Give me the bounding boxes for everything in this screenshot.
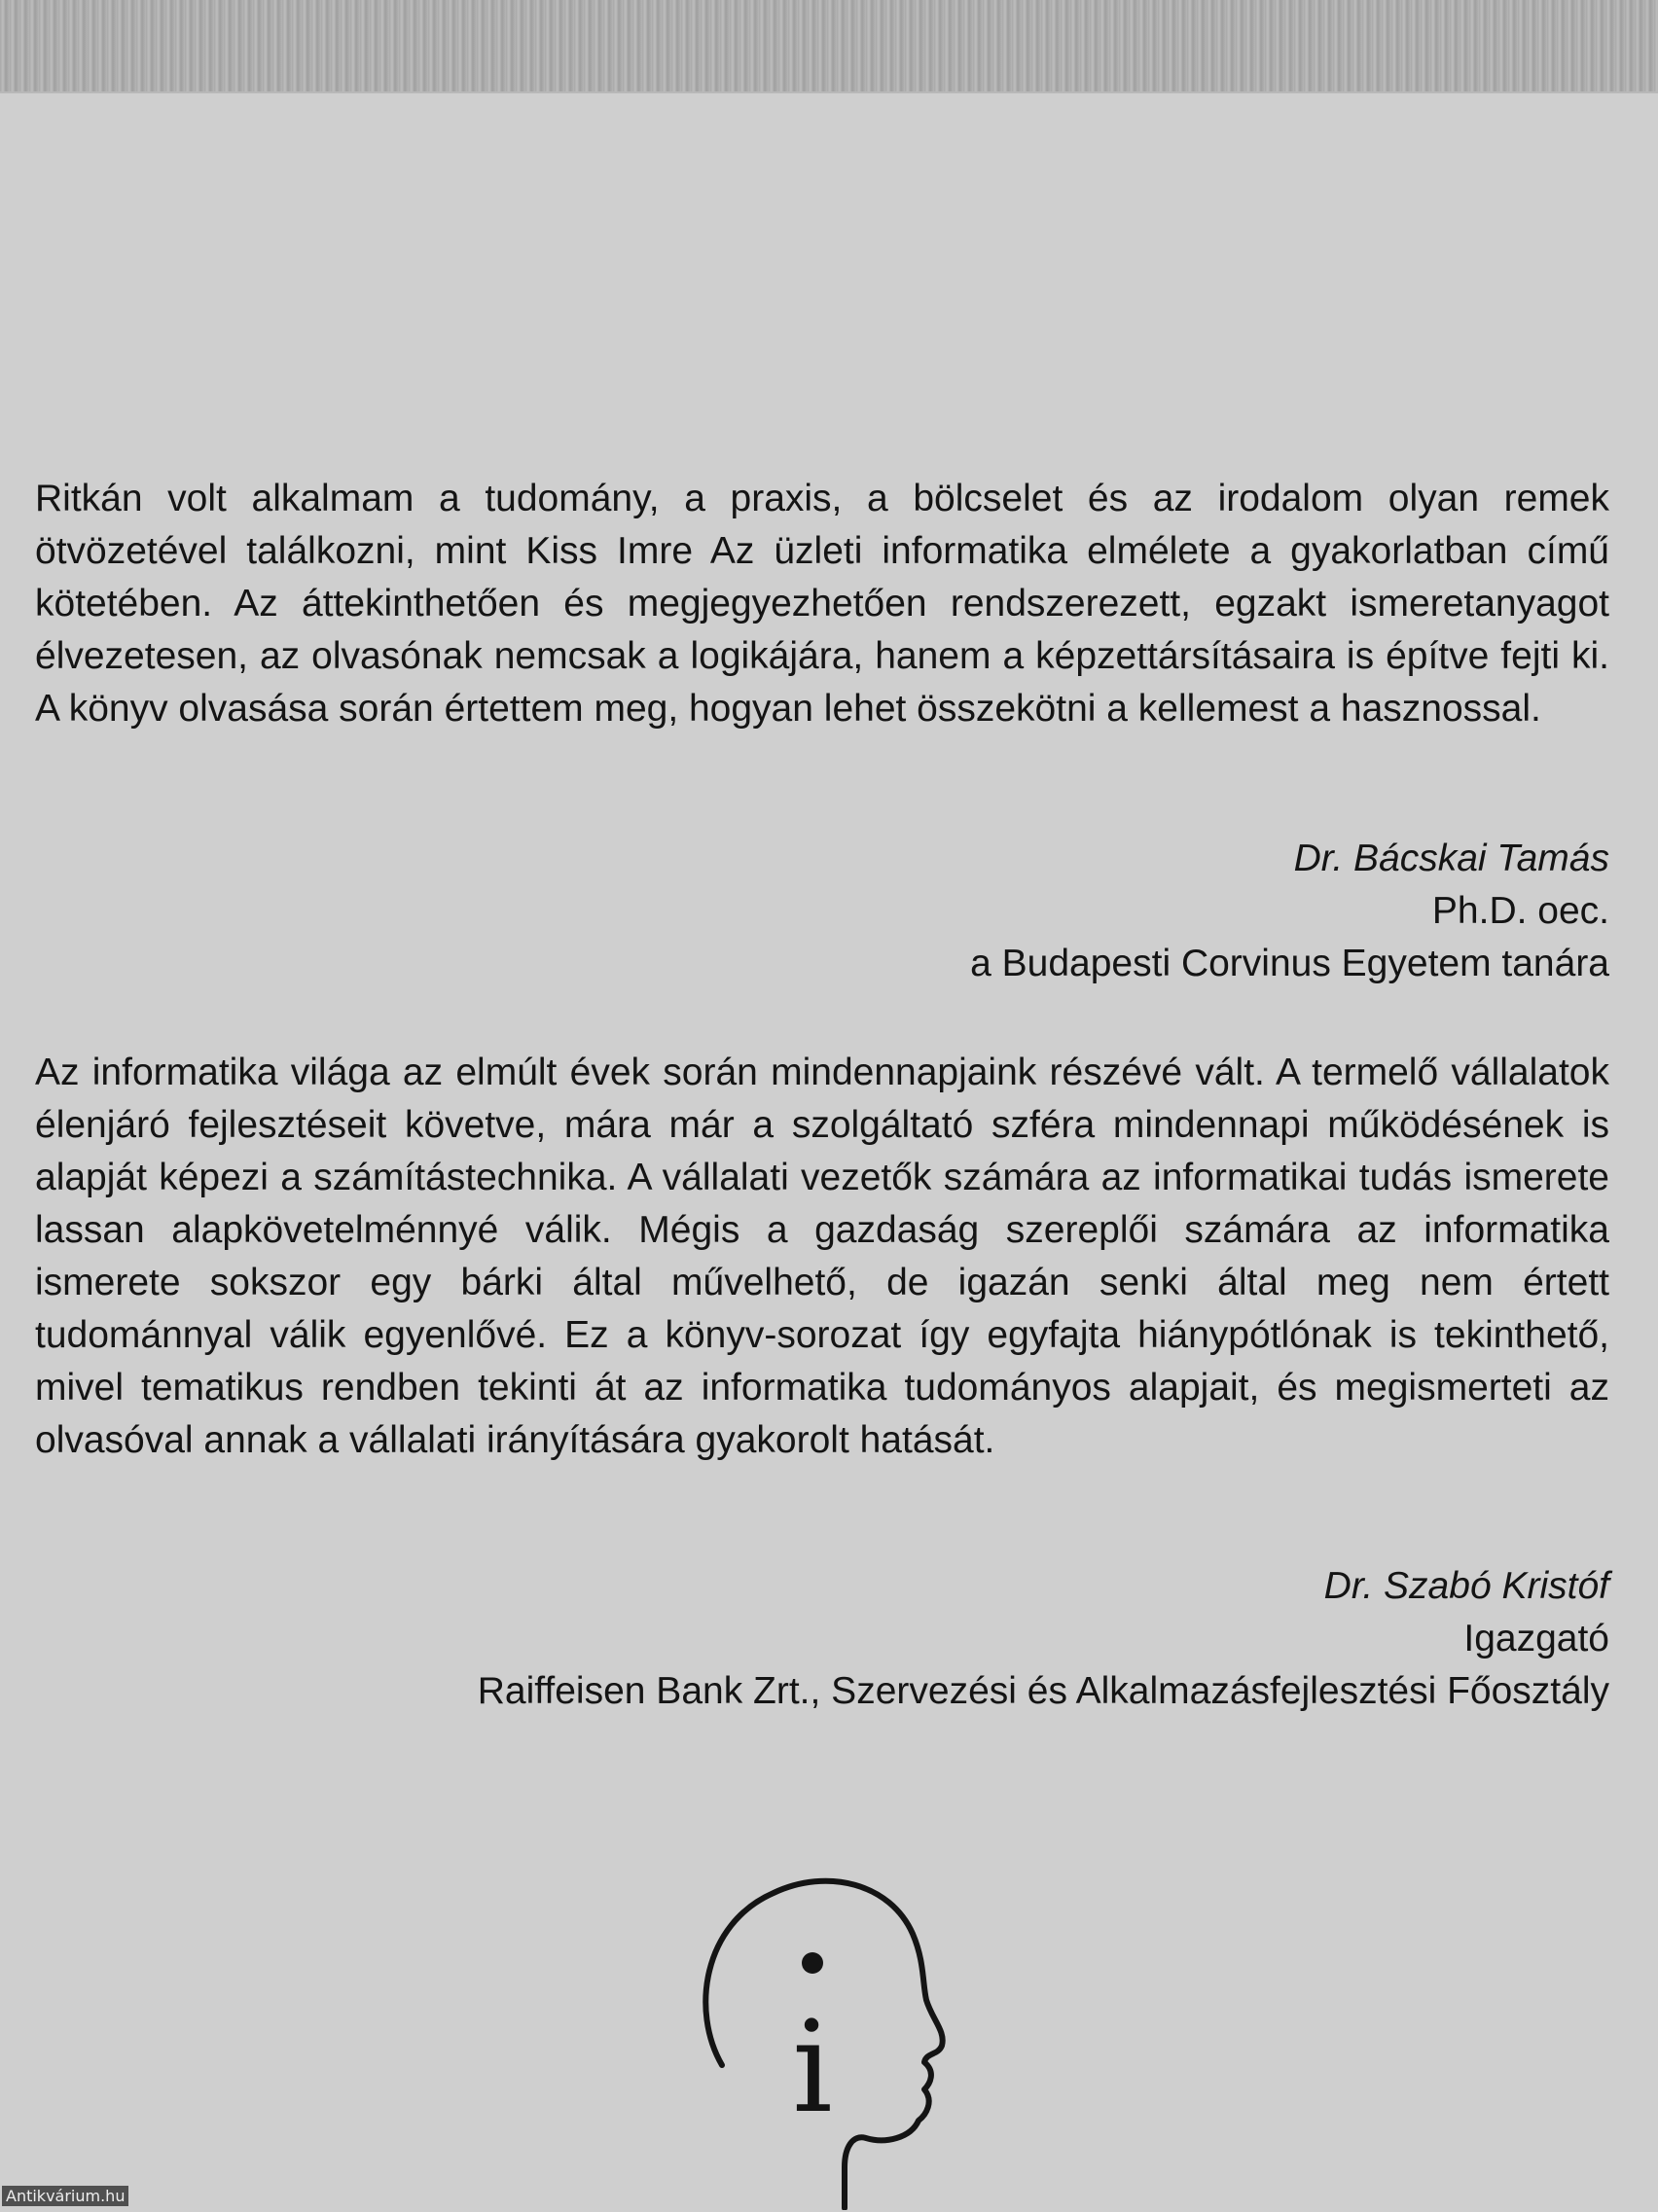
- signature-title-2: Igazgató: [1463, 1618, 1609, 1659]
- background-strip: [0, 0, 1658, 99]
- signature-affiliation-1: a Budapesti Corvinus Egyetem tanára: [970, 943, 1609, 984]
- head-profile-info-icon: [681, 1846, 973, 2210]
- signature-affiliation-2: Raiffeisen Bank Zrt., Szervezési és Alkalmazásfejlesztési Főosztály: [477, 1670, 1609, 1712]
- logo-letter: i: [792, 1993, 833, 2141]
- review-paragraph-1: Ritkán volt alkalmam a tudomány, a praxis, a bölcselet és az irodalom olyan remek ötvözetével találkozni, mint Kiss Imre Az üzleti informatika elmélete a gyakorlatban című kötetében. Az áttekinthetően és megjegyezhetően rendszerezett, egzakt ismeretanyagot élvezetesen, az olvasónak nemcsak a logikájára, hanem a képzettársításaira is építve fejti ki. A könyv olvasása során értettem meg, hogyan lehet összekötni a kellemest a hasznossal.: [35, 478, 1609, 730]
- signature-name-1: Dr. Bácskai Tamás: [1293, 838, 1609, 879]
- signature-title-1: Ph.D. oec.: [1431, 890, 1609, 932]
- signature-block-1: [247, 833, 1609, 990]
- watermark: Antikvárium.hu: [2, 2186, 128, 2206]
- signature-name-2: Dr. Szabó Kristóf: [1323, 1565, 1609, 1607]
- signature-block-2: [247, 1560, 1609, 1718]
- review-paragraph-2: Az informatika világa az elmúlt évek során mindennapjaink részévé vált. A termelő vállalatok élenjáró fejlesztéseit követve, mára már a szolgáltató szféra mindennapi működésének is alapját képezi a számítástechnika. A vállalati vezetők számára az informatikai tudás ismerete lassan alapkövetelménnyé válik. Mégis a gazdaság szereplői számára az informatika ismerete sokszor egy bárki által művelhető, de igazán senki által meg nem értett tudománnyal válik egyenlővé. Ez a könyv-sorozat így egyfajta hiánypótlónak is tekinthető, mivel tematikus rendben tekinti át az informatika tudományos alapjait, és megismerteti az olvasóval annak a vállalati irányítására gyakorolt hatását.: [35, 1052, 1609, 1461]
